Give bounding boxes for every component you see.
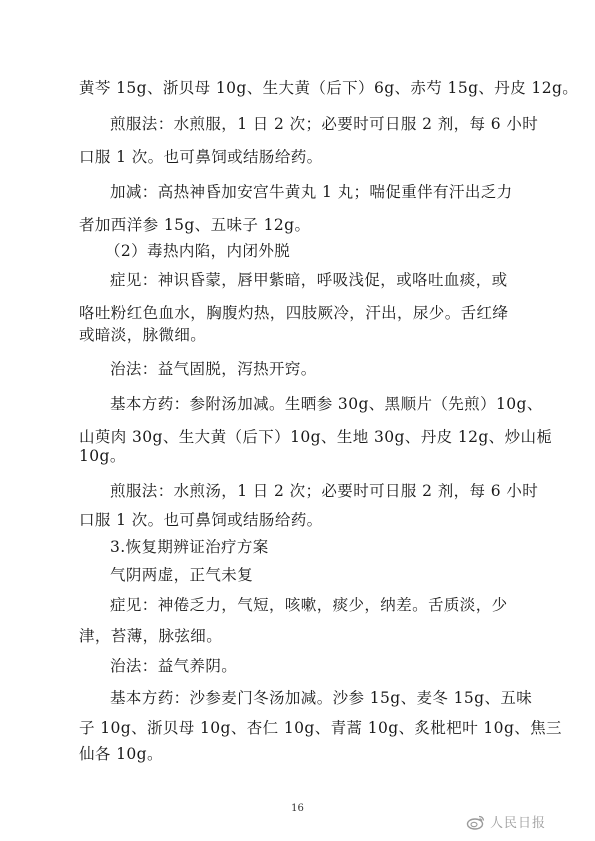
text-line: 症见：神识昏蒙，唇甲紫暗，呼吸浅促，或咯吐血痰，或 [110, 271, 508, 289]
text-line: 黄芩 15g、浙贝母 10g、生大黄（后下）6g、赤芍 15g、丹皮 12g。 [79, 79, 579, 97]
text-line: 口服 1 次。也可鼻饲或结肠给药。 [79, 148, 323, 166]
watermark [466, 812, 546, 831]
section-heading: （2）毒热内陷，内闭外脱 [105, 242, 291, 260]
text-line: 煎服法：水煎汤，1 日 2 次；必要时可日服 2 剂，每 6 小时 [110, 482, 539, 500]
text-line: 加减：高热神昏加安宫牛黄丸 1 丸；喘促重伴有汗出乏力 [110, 183, 513, 201]
subsection-heading: 气阴两虚，正气未复 [110, 566, 254, 584]
text-line: 咯吐粉红色血水，胸腹灼热，四肢厥冷，汗出，尿少。舌红绛 [79, 304, 509, 322]
text-line: 者加西洋参 15g、五味子 12g。 [79, 216, 311, 234]
text-line: 治法：益气养阴。 [110, 657, 238, 675]
weibo-icon [466, 814, 486, 830]
watermark-text: 人民日报 [490, 816, 547, 831]
text-line: 基本方药：沙参麦门冬汤加减。沙参 15g、麦冬 15g、五味 [110, 689, 533, 707]
text-line: 煎服法：水煎服，1 日 2 次；必要时可日服 2 剂，每 6 小时 [110, 115, 539, 133]
text-line: 山萸肉 30g、生大黄（后下）10g、生地 30g、丹皮 12g、炒山栀 [79, 428, 553, 446]
text-line: 治法：益气固脱，泻热开窍。 [110, 360, 317, 378]
text-line: 津，苔薄，脉弦细。 [79, 627, 223, 645]
text-line: 子 10g、浙贝母 10g、杏仁 10g、青蒿 10g、炙枇杷叶 10g、焦三 [79, 719, 562, 737]
text-line: 仙各 10g。 [79, 745, 163, 763]
text-line: 10g。 [79, 447, 126, 465]
text-line: 口服 1 次。也可鼻饲或结肠给药。 [79, 511, 323, 529]
section-heading: 3.恢复期辨证治疗方案 [110, 538, 269, 556]
text-line: 或暗淡，脉微细。 [79, 326, 207, 344]
text-line: 基本方药：参附汤加减。生晒参 30g、黑顺片（先煎）10g、 [110, 395, 543, 413]
page-number: 16 [291, 803, 304, 814]
text-line: 症见：神倦乏力，气短，咳嗽，痰少，纳差。舌质淡，少 [110, 596, 508, 614]
